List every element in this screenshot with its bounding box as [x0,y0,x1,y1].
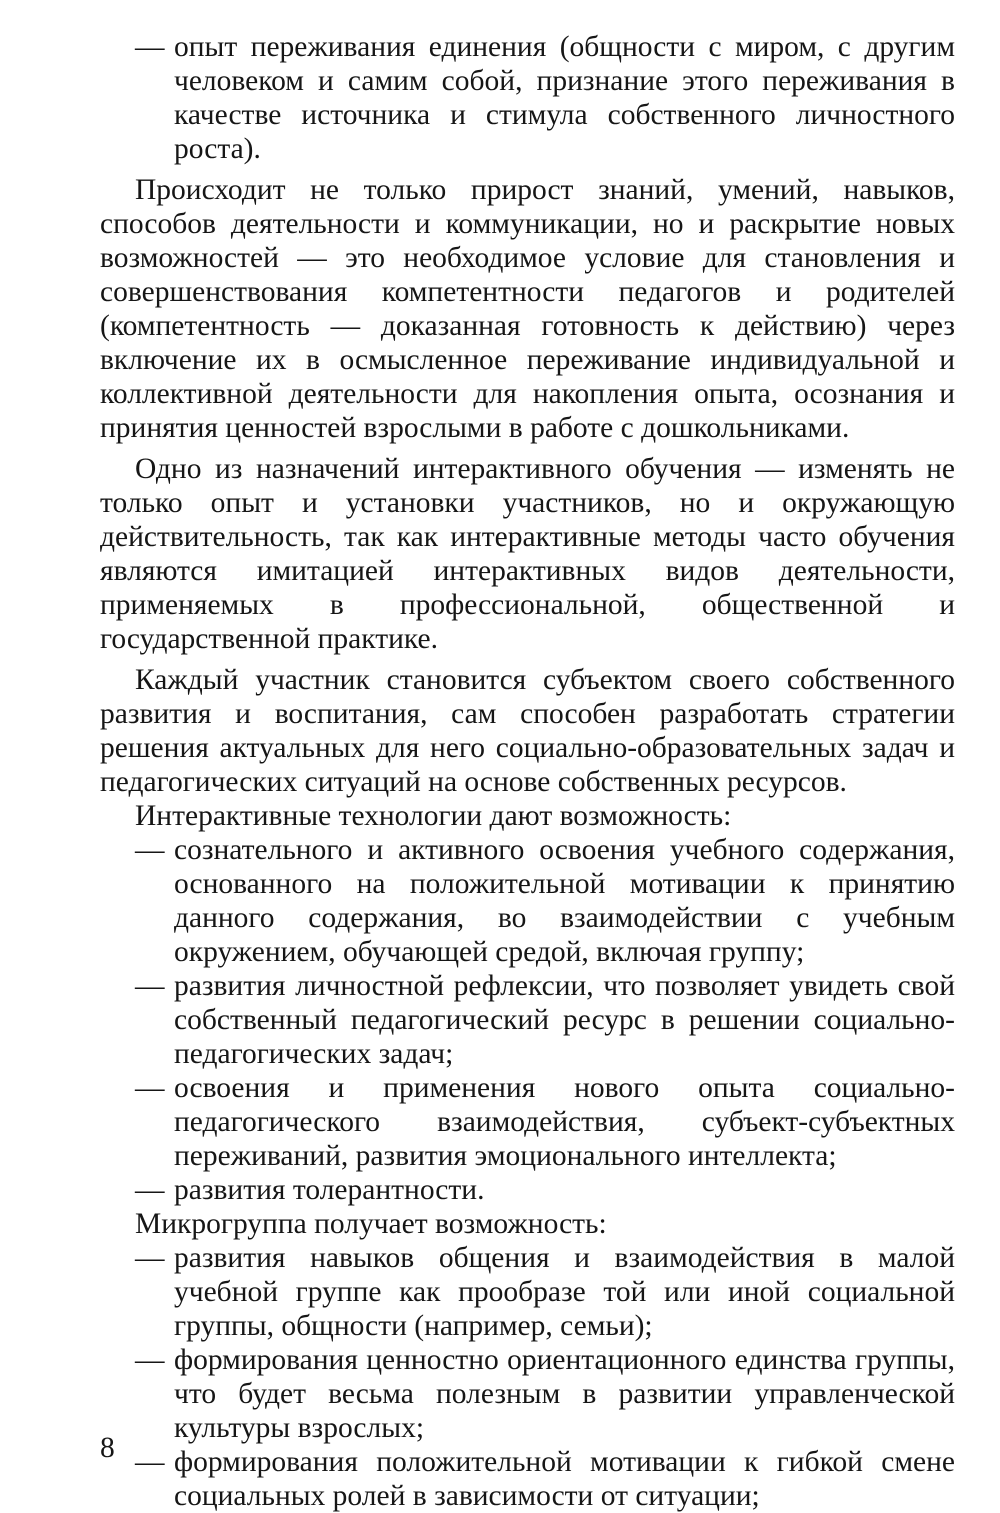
list-item [100,833,955,969]
paragraph-interactive-purpose: Одно из назначений интерактивного обучения — изменять не только опыт и установки участников, но и окружающую действительность, так как интерактивные методы часто обучения являются имитацией интерактивных видов деятельности, применяемых в профессиональной, общественной и государственной практике. [100,453,955,655]
dash: — [135,1242,165,1274]
micro-list-heading: Микрогруппа получает возможность: [135,1208,607,1240]
list-item-text: формирования ценностно ориентационного единства группы, что будет весьма полезным в развитии управленческой культуры взрослых; [174,1344,955,1444]
list-item [100,1071,955,1173]
dash: — [135,1344,165,1376]
intro-list [100,30,955,166]
paragraph-knowledge-growth: Происходит не только прирост знаний, умений, навыков, способов деятельности и коммуникации, но и раскрытие новых возможностей — это необходимое условие для становления и совершенствования компетентности педагогов и родителей (компетентность — доказанная готовность к действию) через включение их в осмысленное переживание индивидуальной и коллективной деятельности для накопления опыта, осознания и принятия ценностей взрослыми в работе с дошкольниками. [100,174,955,444]
list-item [100,1173,955,1207]
list-item [100,1445,955,1513]
dash: — [135,1174,165,1206]
list-item [100,969,955,1071]
list-item-text: развития толерантности. [174,1174,485,1206]
dash: — [135,1072,165,1104]
page-body [100,30,955,1513]
list-item-text: развития личностной рефлексии, что позволяет увидеть свой собственный педагогический ресурс в решении социально-педагогических задач; [174,970,955,1070]
list-item [100,1343,955,1445]
list-item-text: развития навыков общения и взаимодействия в малой учебной группе как прообразе той или иной социальной группы, общности (например, семьи); [174,1242,955,1342]
dash: — [135,970,165,1002]
list-item-text: опыт переживания единения (общности с миром, с другим человеком и самим собой, признание этого переживания в качестве источника и стимула собственного личностного роста). [174,31,955,165]
list-item-text: формирования положительной мотивации к гибкой смене социальных ролей в зависимости от ситуации; [174,1446,955,1512]
dash: — [135,31,165,63]
page-number: 8 [100,1432,115,1464]
list-item [100,1241,955,1343]
paragraph-participant-subject: Каждый участник становится субъектом своего собственного развития и воспитания, сам способен разработать стратегии решения актуальных для него социально-образовательных задач и педагогических ситуаций на основе собственных ресурсов. [100,664,955,798]
dash: — [135,834,165,866]
micro-list [100,1241,955,1513]
list-item [100,30,955,166]
list-item-text: сознательного и активного освоения учебного содержания, основанного на положительной мотивации к принятию данного содержания, во взаимодействии с учебным окружением, обучающей средой, включая группу; [174,834,955,968]
tech-list [100,833,955,1207]
dash: — [135,1446,165,1478]
tech-list-heading: Интерактивные технологии дают возможность: [135,800,732,832]
list-item-text: освоения и применения нового опыта социально-педагогического взаимодействия, субъект-субъектных переживаний, развития эмоционального интеллекта; [174,1072,955,1172]
